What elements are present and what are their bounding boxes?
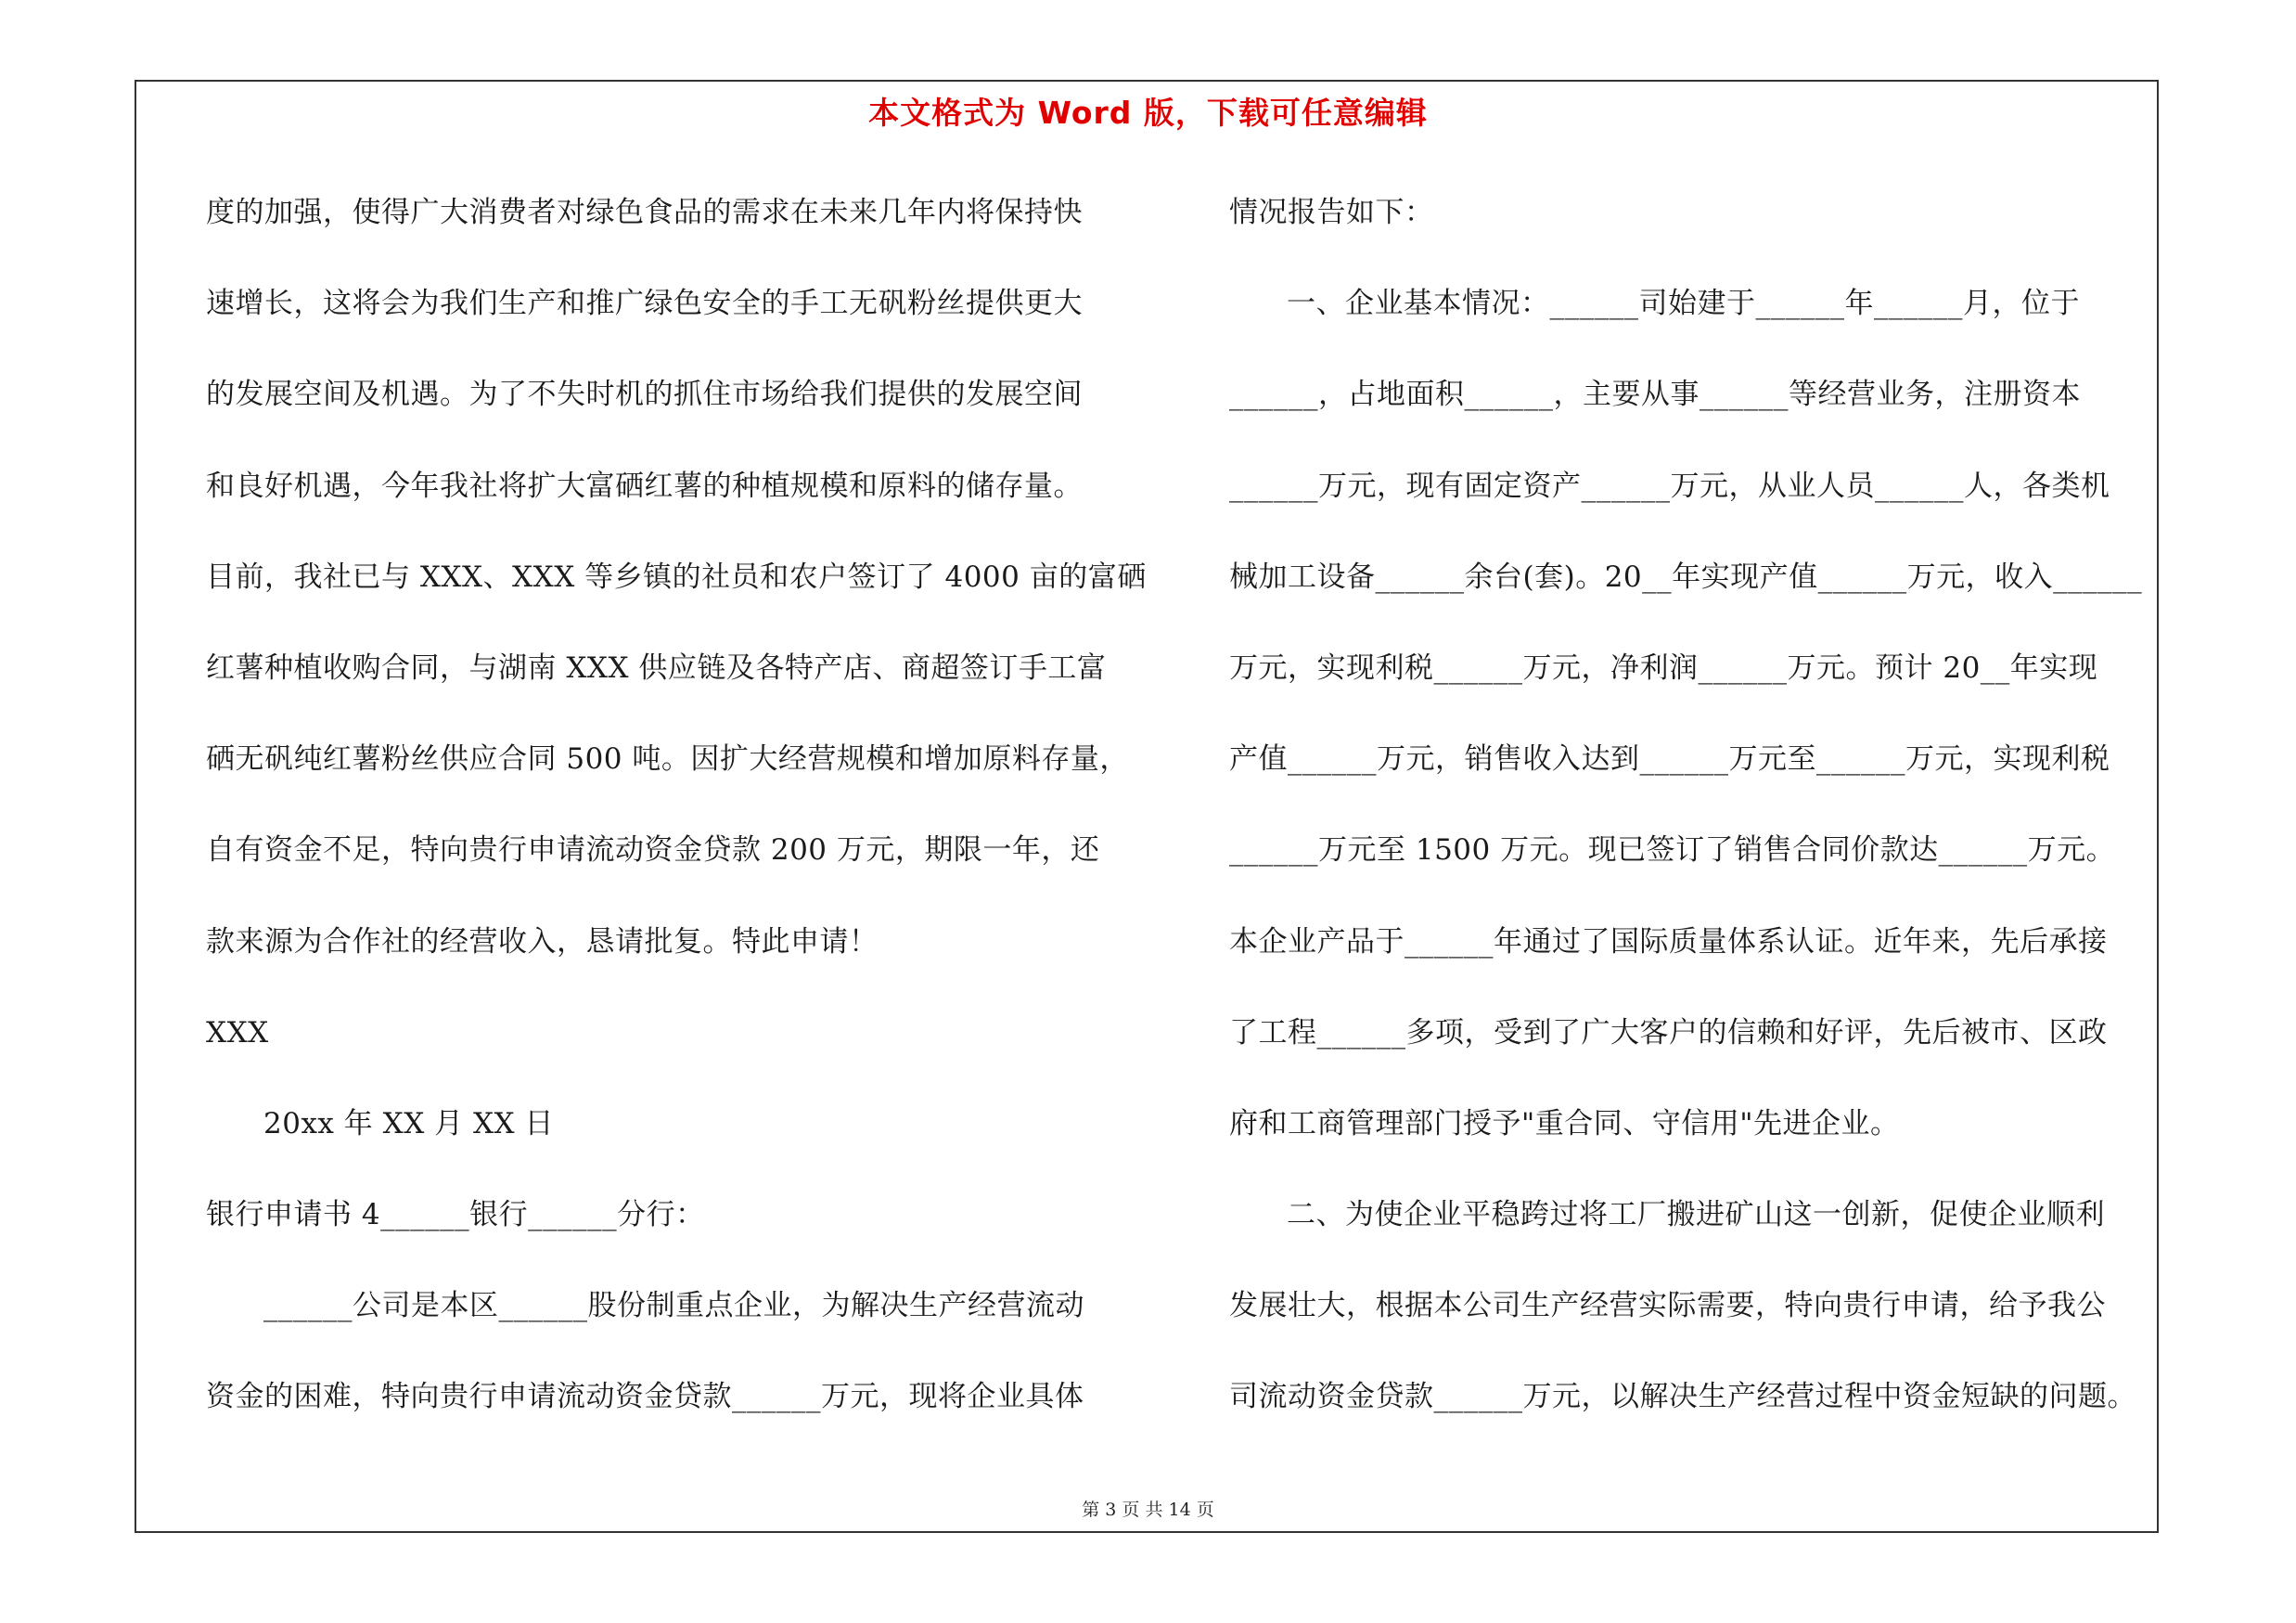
- left-line: ______公司是本区______股份制重点企业，为解决生产经营流动: [263, 1289, 1084, 1323]
- right-text-column: [1229, 186, 2161, 1462]
- left-line: 目前，我社已与 XXX、XXX 等乡镇的社员和农户签订了 4000 亩的富硒: [206, 560, 1147, 594]
- left-line: 红薯种植收购合同，与湖南 XXX 供应链及各特产店、商超签订手工富: [206, 650, 1107, 685]
- right-line: 府和工商管理部门授予"重合同、守信用"先进企业。: [1229, 1106, 1900, 1140]
- right-line: 万元，实现利税______万元，净利润______万元。预计 20__年实现: [1229, 650, 2098, 685]
- right-line: 情况报告如下：: [1229, 196, 1434, 229]
- left-line: 自有资金不足，特向贵行申请流动资金贷款 200 万元，期限一年，还: [206, 833, 1100, 868]
- left-line: 和良好机遇，今年我社将扩大富硒红薯的种植规模和原料的储存量。: [206, 469, 1083, 503]
- left-line: 资金的困难，特向贵行申请流动资金贷款______万元，现将企业具体: [206, 1380, 1084, 1414]
- page-number-footer: 第 3 页 共 14 页: [1082, 1500, 1214, 1520]
- section-heading-2: 二、为使企业平稳跨过将工厂搬进矿山这一创新，促使企业顺利: [1287, 1198, 2105, 1232]
- left-line: 速增长，这将会为我们生产和推广绿色安全的手工无矾粉丝提供更大: [206, 287, 1083, 321]
- letter-salutation: 银行申请书 4______银行______分行：: [206, 1198, 705, 1232]
- signature-name: XXX: [206, 1015, 269, 1050]
- right-line: 了工程______多项，受到了广大客户的信赖和好评，先后被市、区政: [1229, 1015, 2108, 1050]
- right-line: 产值______万元，销售收入达到______万元至______万元，实现利税: [1229, 742, 2110, 777]
- right-line: ______万元，现有固定资产______万元，从业人员______人，各类机: [1229, 469, 2110, 503]
- format-banner: 本文格式为 Word 版，下载可任意编辑: [868, 95, 1428, 131]
- left-line: 度的加强，使得广大消费者对绿色食品的需求在未来几年内将保持快: [206, 196, 1083, 229]
- right-line: 发展壮大，根据本公司生产经营实际需要，特向贵行申请，给予我公: [1229, 1289, 2106, 1323]
- right-line: 司流动资金贷款______万元，以解决生产经营过程中资金短缺的问题。: [1229, 1380, 2136, 1414]
- left-line: 硒无矾纯红薯粉丝供应合同 500 吨。因扩大经营规模和增加原料存量，: [206, 742, 1129, 777]
- right-line: ______，占地面积______，主要从事______等经营业务，注册资本: [1229, 378, 2081, 412]
- section-heading-1: 一、企业基本情况：______司始建于______年______月，位于: [1287, 287, 2080, 321]
- left-line: 的发展空间及机遇。为了不失时机的抓住市场给我们提供的发展空间: [206, 378, 1083, 412]
- left-line: 款来源为合作社的经营收入，恳请批复。特此申请！: [206, 924, 879, 959]
- right-line: 本企业产品于______年通过了国际质量体系认证。近年来，先后承接: [1229, 924, 2108, 959]
- right-line: ______万元至 1500 万元。现已签订了销售合同价款达______万元。: [1229, 833, 2116, 868]
- left-text-column: [206, 186, 1147, 1462]
- signature-date: 20xx 年 XX 月 XX 日: [263, 1106, 554, 1140]
- right-line: 械加工设备______余台(套)。20__年实现产值______万元，收入______: [1229, 560, 2143, 594]
